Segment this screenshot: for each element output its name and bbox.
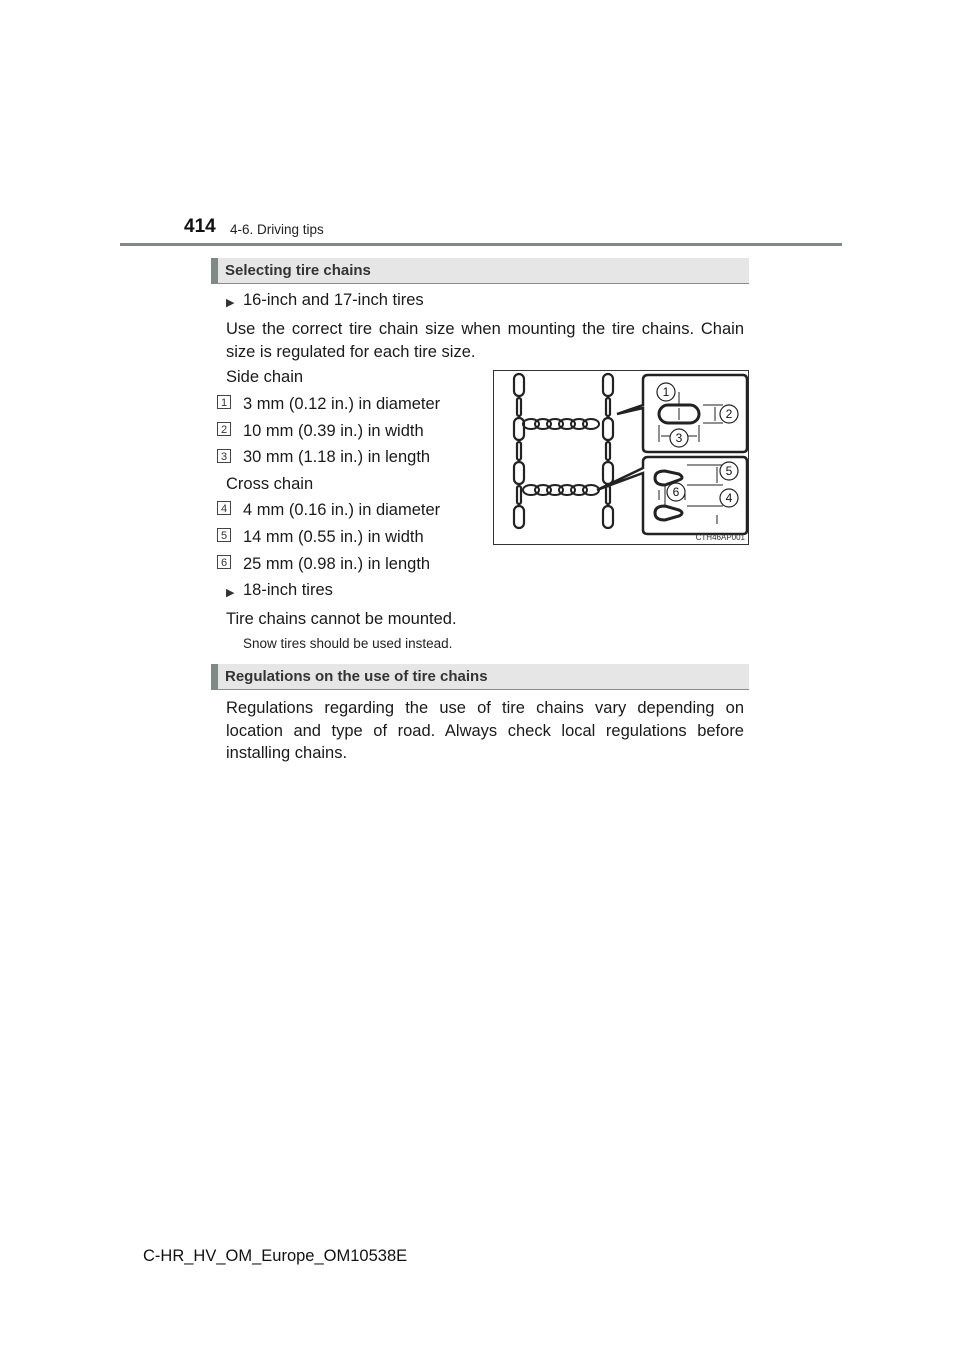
callout-label-2: 2	[725, 407, 733, 421]
illustration-code: CTH46AP001	[695, 533, 745, 542]
callout-number-2: 2	[217, 422, 231, 436]
section-reference: 4-6. Driving tips	[230, 222, 324, 237]
subhead-16-17-inch: 16-inch and 17-inch tires	[243, 291, 424, 309]
page-number: 414	[184, 216, 216, 237]
cross-chain-width: 14 mm (0.55 in.) in width	[243, 528, 424, 546]
subhead-18-inch: 18-inch tires	[243, 581, 333, 599]
cross-chain-label: Cross chain	[226, 475, 314, 493]
side-chain-length: 30 mm (1.18 in.) in length	[243, 448, 431, 466]
section-heading-selecting-tire-chains	[211, 258, 749, 284]
callout-number-6: 6	[217, 555, 231, 569]
document-id: C-HR_HV_OM_Europe_OM10538E	[143, 1247, 408, 1265]
snow-tires-note: Snow tires should be used instead.	[243, 636, 453, 651]
callout-number-4: 4	[217, 501, 231, 515]
side-chain-diameter: 3 mm (0.12 in.) in diameter	[243, 395, 441, 413]
header-divider	[120, 243, 842, 246]
section-heading-title: Regulations on the use of tire chains	[225, 668, 488, 685]
tire-chain-illustration	[493, 370, 749, 545]
callout-number-5: 5	[217, 528, 231, 542]
callout-number-3: 3	[217, 449, 231, 463]
cross-chain-diameter: 4 mm (0.16 in.) in diameter	[243, 501, 441, 519]
chains-not-mountable: Tire chains cannot be mounted.	[226, 610, 457, 628]
callout-label-6: 6	[672, 485, 680, 499]
triangle-bullet-icon: ▶	[226, 297, 235, 309]
side-chain-width: 10 mm (0.39 in.) in width	[243, 422, 424, 440]
section-heading-title: Selecting tire chains	[225, 262, 371, 279]
callout-label-3: 3	[675, 431, 683, 445]
callout-label-1: 1	[662, 385, 670, 399]
callout-number-1: 1	[217, 395, 231, 409]
intro-paragraph: Use the correct tire chain size when mounting the tire chains. Chain size is regulated for each tire size.	[226, 320, 744, 361]
callout-label-5: 5	[725, 464, 733, 478]
triangle-bullet-icon: ▶	[226, 587, 235, 599]
side-chain-label: Side chain	[226, 368, 304, 386]
callout-label-4: 4	[725, 491, 733, 505]
cross-chain-length: 25 mm (0.98 in.) in length	[243, 555, 431, 573]
section-heading-regulations	[211, 664, 749, 690]
regulations-paragraph: Regulations regarding the use of tire chains vary depending on location and type of road. Always check local regulations before installing chains.	[226, 699, 744, 762]
